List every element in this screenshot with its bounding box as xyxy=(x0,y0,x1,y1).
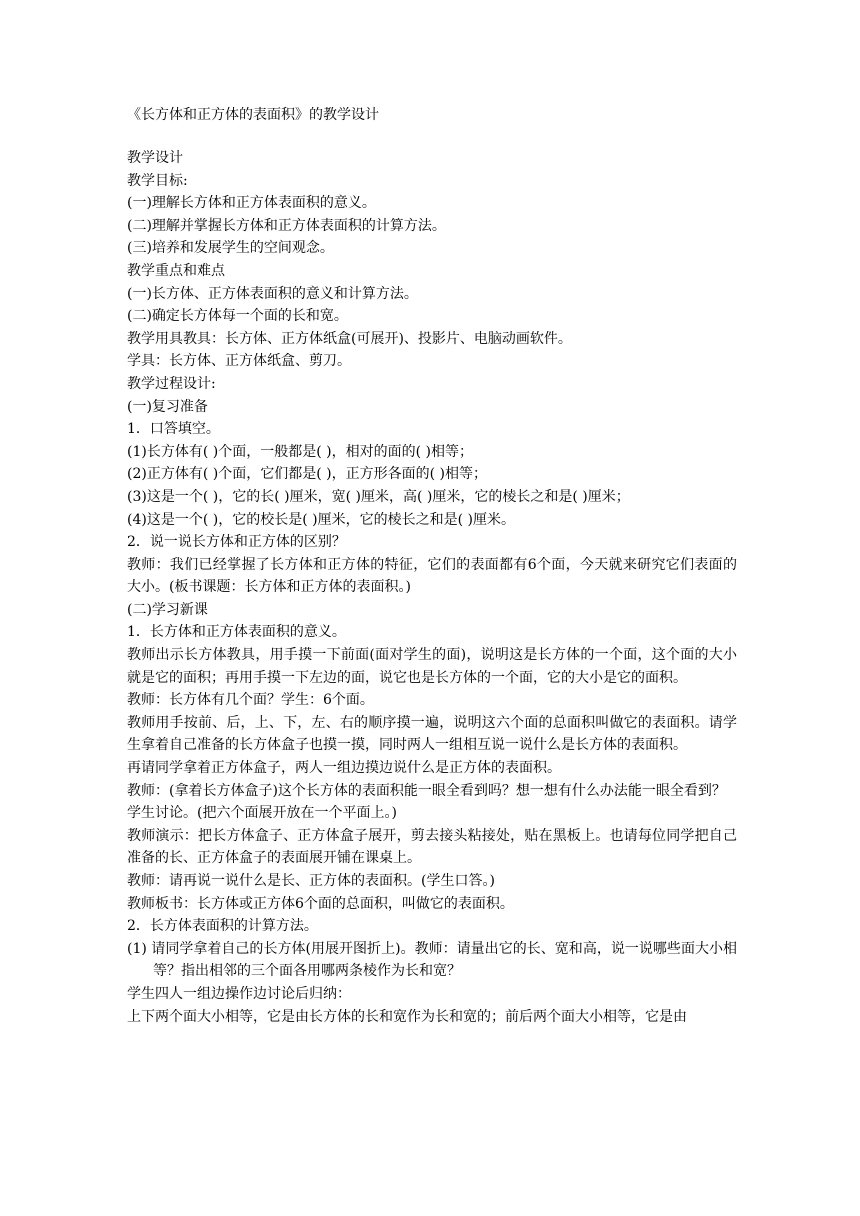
body-line: (1)长方体有( )个面，一般都是( )，相对的面的( )相等； xyxy=(127,443,473,460)
body-line: 教师：请再说一说什么是长、正方体的表面积。(学生口答。) xyxy=(127,873,495,889)
section-heading: 教学目标: xyxy=(127,172,188,189)
body-line: 学生讨论。(把六个面展开放在一个平面上。) xyxy=(127,805,397,822)
section-heading: 教学重点和难点 xyxy=(127,262,225,279)
body-line: 教师：长方体有几个面？学生：6个面。 xyxy=(127,692,374,709)
body-paragraph: 教师出示长方体教具，用手摸一下前面(面对学生的面)，说明这是长方体的一个面，这个面的大小就是它的面积；再用手摸一下左边的面，说它也是长方体的一个面，它的大小是它的面积。 xyxy=(127,647,737,686)
body-line: (3)这是一个( )，它的长( )厘米，宽( )厘米，高( )厘米，它的棱长之和是( )厘米； xyxy=(127,488,630,505)
body-line: (二)理解并掌握长方体和正方体表面积的计算方法。 xyxy=(127,217,446,234)
body-line: 1．口答填空。 xyxy=(127,421,220,438)
body-paragraph: 教师：(拿着长方体盒子)这个长方体的表面积能一眼全看到吗？想一想有什么办法能一眼全看到？ xyxy=(127,782,726,799)
body-paragraph: 教师用手按前、后，上、下，左、右的顺序摸一遍，说明这六个面的总面积叫做它的表面积。请学生拿着自己准备的长方体盒子也摸一摸，同时两人一组相互说一说什么是长方体的表面积。 xyxy=(127,714,737,754)
body-line: 1．长方体和正方体表面积的意义。 xyxy=(127,624,346,641)
body-paragraph: 教师演示：把长方体盒子、正方体盒子展开，剪去接头粘接处，贴在黑板上。也请每位同学把自己准备的长、正方体盒子的表面展开铺在课桌上。 xyxy=(127,827,737,867)
body-line: (4)这是一个( )，它的校长是( )厘米，它的棱长之和是( )厘米。 xyxy=(127,511,515,528)
body-line: 2．说一说长方体和正方体的区别？ xyxy=(127,534,346,551)
section-heading: 教学过程设计: xyxy=(127,375,216,392)
numbered-item: (1) 请同学拿着自己的长方体(用展开图折上)。教师：请量出它的长、宽和高，说一说哪些面大小相等？指出相邻的三个面各用哪两条棱作为长和宽？ xyxy=(127,940,737,980)
document-body xyxy=(127,147,737,1028)
body-line: (一)长方体、正方体表面积的意义和计算方法。 xyxy=(127,285,418,302)
section-heading: (一)复习准备 xyxy=(127,398,208,415)
body-line: (2)正方体有( )个面，它们都是( )，正方形各面的( )相等； xyxy=(127,466,487,483)
body-line: 上下两个面大小相等，它是由长方体的长和宽作为长和宽的；前后两个面大小相等，它是由 xyxy=(127,1008,687,1025)
body-line: 再请同学拿着正方体盒子，两人一组边摸边说什么是正方体的表面积。 xyxy=(127,760,561,777)
section-heading: 教学设计 xyxy=(127,150,183,166)
body-line: (二)确定长方体每一个面的长和宽。 xyxy=(127,308,348,325)
body-line: 教学用具教具：长方体、正方体纸盒(可展开)、投影片、电脑动画软件。 xyxy=(127,330,572,347)
section-heading: (二)学习新课 xyxy=(127,601,208,618)
body-line: 2．长方体表面积的计算方法。 xyxy=(127,918,318,935)
body-line: 学具：长方体、正方体纸盒、剪刀。 xyxy=(127,353,351,370)
body-paragraph: 教师：我们已经掌握了长方体和正方体的特征，它们的表面都有6个面，今天就来研究它们表面的大小。(板书课题：长方体和正方体的表面积。) xyxy=(127,556,737,596)
body-line: (三)培养和发展学生的空间观念。 xyxy=(127,240,334,257)
body-line: 学生四人一组边操作边讨论后归纳： xyxy=(127,985,351,1002)
document-title: 《长方体和正方体的表面积》的教学设计 xyxy=(127,107,379,123)
body-line: 教师板书：长方体或正方体6个面的总面积，叫做它的表面积。 xyxy=(127,895,514,912)
body-line: (一)理解长方体和正方体表面积的意义。 xyxy=(127,195,376,212)
